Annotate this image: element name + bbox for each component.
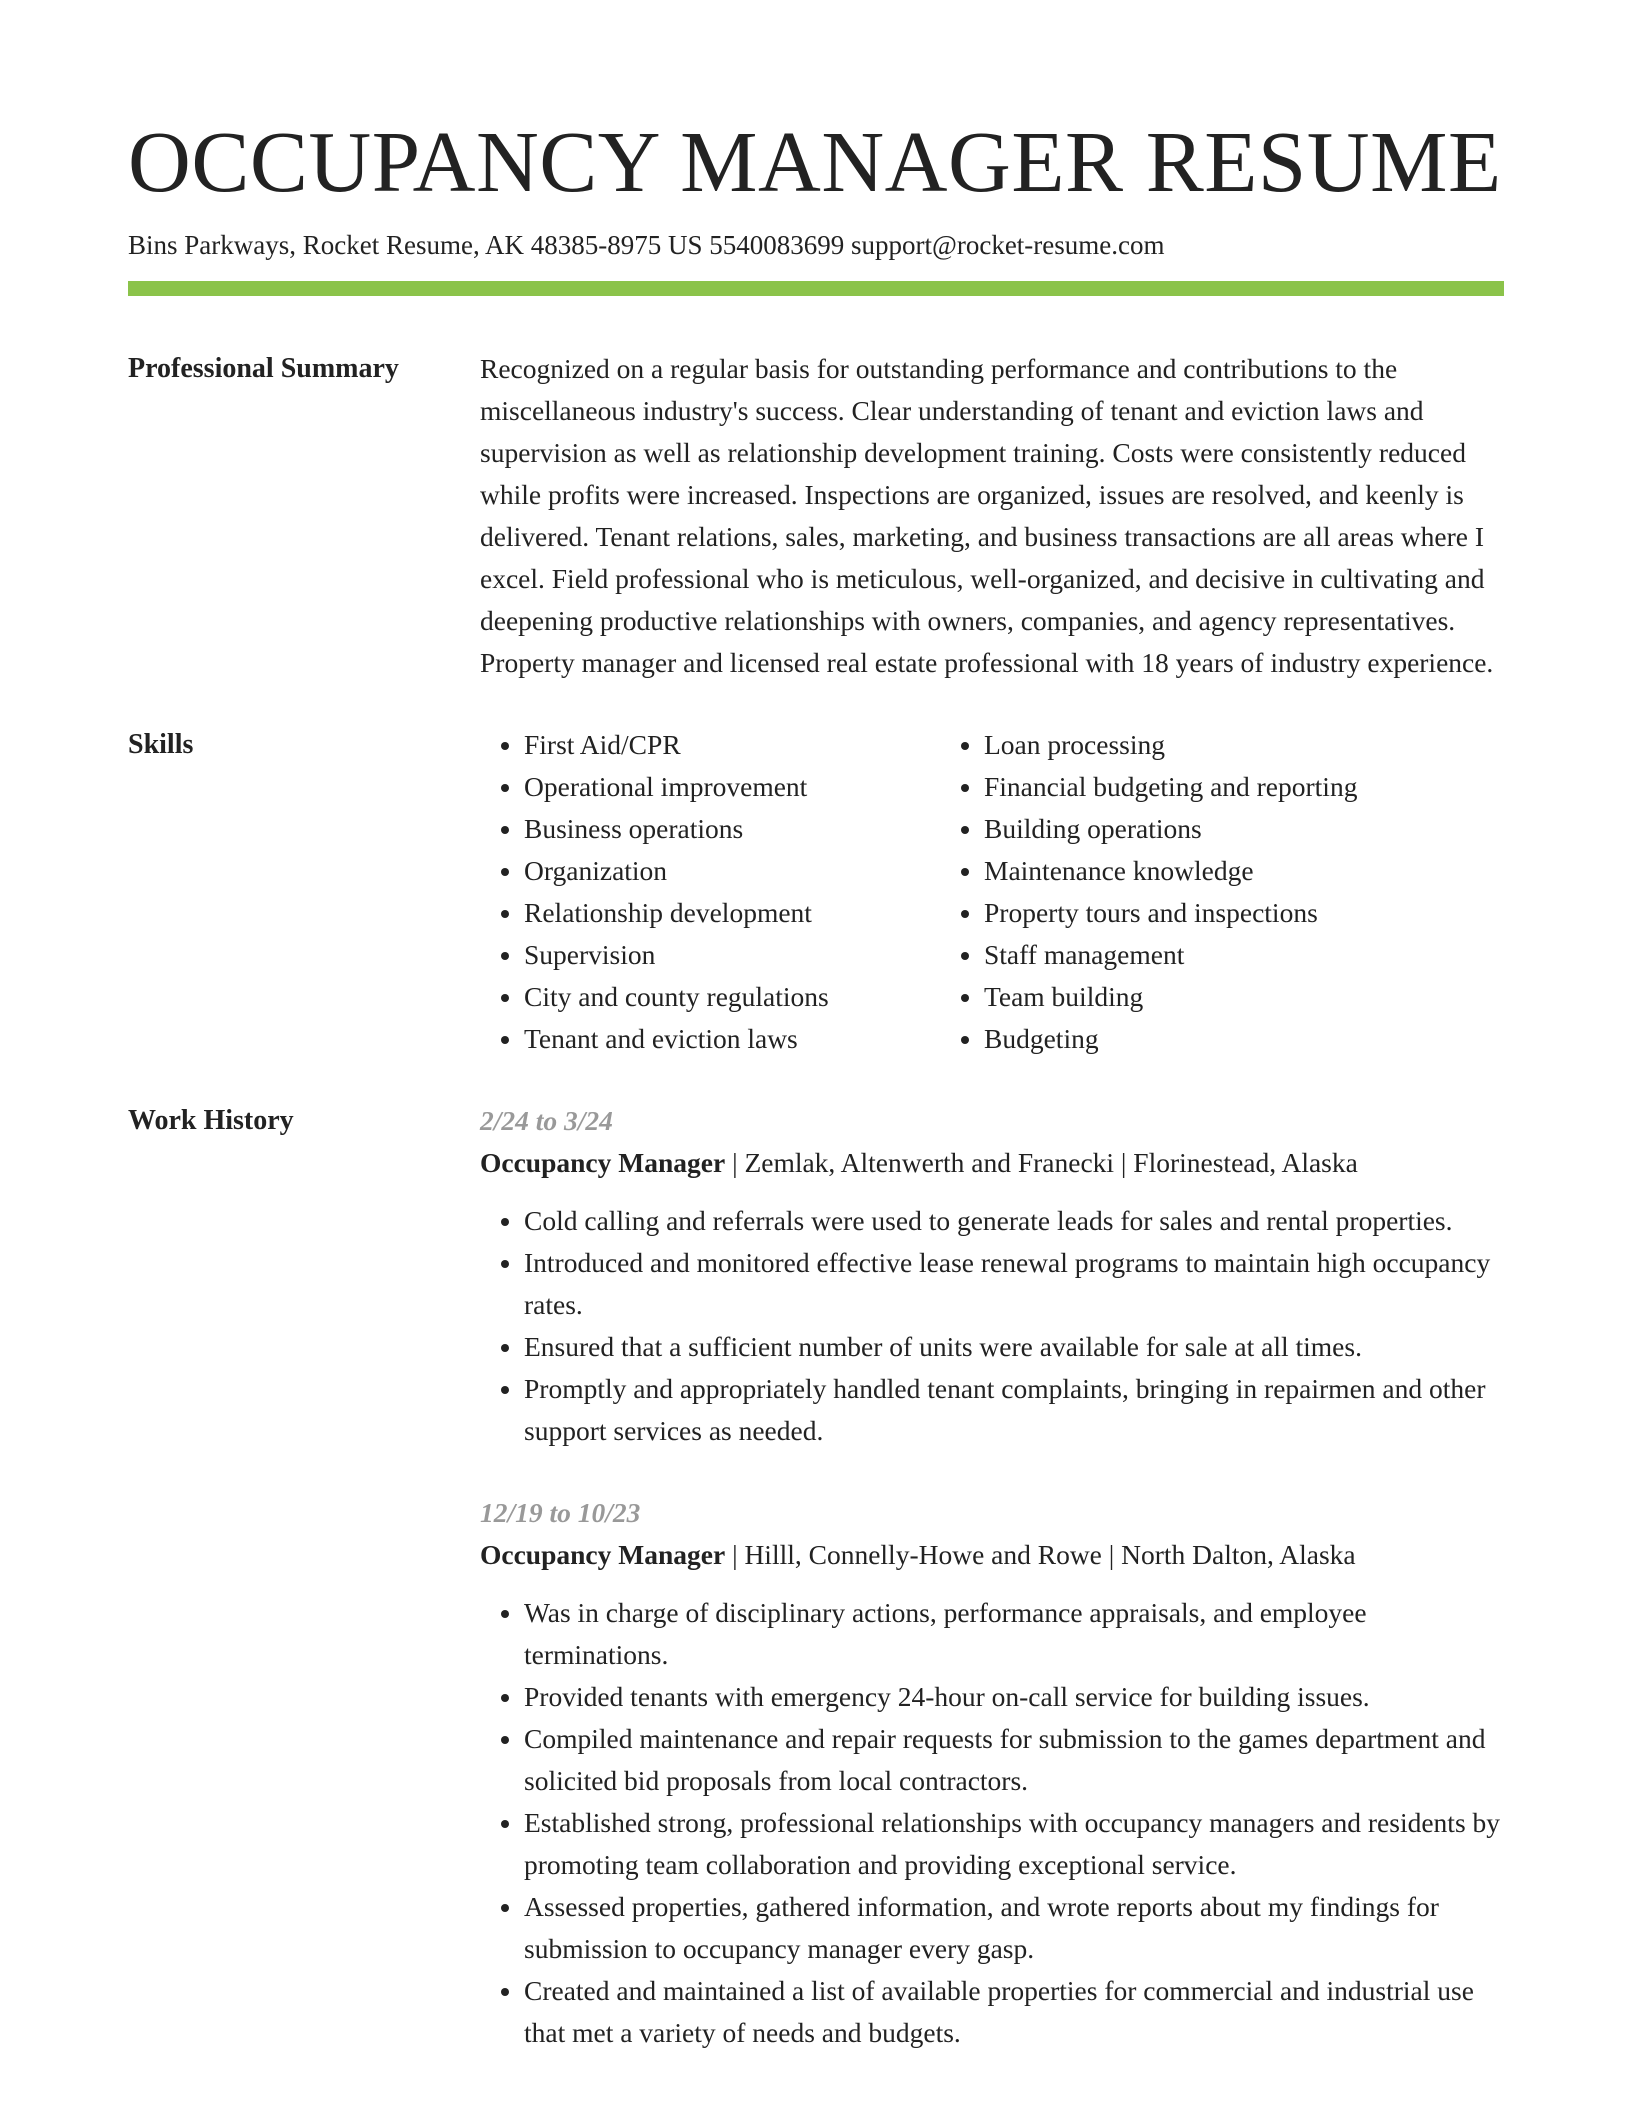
job-bullet: • Provided tenants with emergency 24-hour on-call service for building issues.	[524, 1676, 1504, 1718]
job-title-line	[480, 1142, 1504, 1184]
job-dates: 2/24 to 3/24	[480, 1105, 613, 1137]
job-entry	[480, 1492, 1504, 2054]
job-bullets	[480, 1200, 1504, 1452]
professional-summary-section	[128, 348, 1504, 684]
skills-body	[480, 724, 1504, 1060]
job-role: Occupancy Manager	[480, 1147, 726, 1179]
job-bullet: • Assessed properties, gathered information, and wrote reports about my findings for submission to occupancy manager every gasp.	[524, 1886, 1504, 1970]
job-title-line	[480, 1534, 1504, 1576]
job-bullets	[480, 1592, 1504, 2054]
job-bullet: • Created and maintained a list of available properties for commercial and industrial use that met a variety of needs and budgets.	[524, 1970, 1504, 2054]
skill-item: • Organization	[524, 850, 940, 892]
skills-column-left	[480, 724, 940, 1060]
skill-item: • Supervision	[524, 934, 940, 976]
job-entry	[480, 1100, 1504, 1452]
skill-item: • First Aid/CPR	[524, 724, 940, 766]
job-role: Occupancy Manager	[480, 1539, 726, 1571]
skill-item: • Staff management	[984, 934, 1400, 976]
skill-item: • City and county regulations	[524, 976, 940, 1018]
summary-body	[480, 348, 1504, 684]
contact-info: Bins Parkways, Rocket Resume, AK 48385-8975 US 5540083699 support@rocket-resume.com	[128, 230, 1165, 260]
skill-item: • Maintenance knowledge	[984, 850, 1400, 892]
work-history-section	[128, 1100, 1504, 2054]
job-dates: 12/19 to 10/23	[480, 1497, 641, 1529]
skills-grid	[480, 724, 1504, 1060]
skill-item: • Relationship development	[524, 892, 940, 934]
skill-item: • Budgeting	[984, 1018, 1400, 1060]
section-label-skills: Skills	[128, 729, 194, 761]
skill-item: • Team building	[984, 976, 1400, 1018]
job-bullet: • Promptly and appropriately handled tenant complaints, bringing in repairmen and other support services as needed.	[524, 1368, 1504, 1452]
skill-item: • Loan processing	[984, 724, 1400, 766]
job-bullet: • Introduced and monitored effective lease renewal programs to maintain high occupancy rates.	[524, 1242, 1504, 1326]
resume-title: OCCUPANCY MANAGER RESUME	[128, 113, 1502, 210]
skill-item: • Financial budgeting and reporting	[984, 766, 1400, 808]
summary-text: Recognized on a regular basis for outstanding performance and contributions to the miscellaneous industry's success. Clear understanding of tenant and eviction laws and supervision as well as relationship development training. Costs were consistently reduced while profits were increased. Inspections are organized, issues are resolved, and keenly is delivered. Tenant relations, sales, marketing, and business transactions are all areas where I excel. Field professional who is meticulous, well-organized, and decisive in cultivating and deepening productive relationships with owners, companies, and agency representatives. Property manager and licensed real estate professional with 18 years of industry experience.	[480, 353, 1494, 679]
skill-item: • Building operations	[984, 808, 1400, 850]
job-bullet: • Ensured that a sufficient number of units were available for sale at all times.	[524, 1326, 1504, 1368]
job-bullet: • Was in charge of disciplinary actions, performance appraisals, and employee terminations.	[524, 1592, 1504, 1676]
job-bullet: • Compiled maintenance and repair requests for submission to the games department and solicited bid proposals from local contractors.	[524, 1718, 1504, 1802]
job-company-location: | Hilll, Connelly-Howe and Rowe | North Dalton, Alaska	[725, 1539, 1356, 1571]
header-divider	[128, 281, 1504, 296]
job-bullet: • Cold calling and referrals were used to generate leads for sales and rental properties.	[524, 1200, 1504, 1242]
section-label-work-history: Work History	[128, 1105, 294, 1137]
skill-item: • Property tours and inspections	[984, 892, 1400, 934]
section-label-summary: Professional Summary	[128, 353, 399, 385]
job-bullet: • Established strong, professional relationships with occupancy managers and residents by promoting team collaboration and providing exceptional service.	[524, 1802, 1504, 1886]
work-history-body	[480, 1100, 1504, 2054]
skills-section	[128, 724, 1504, 1060]
skill-item: • Operational improvement	[524, 766, 940, 808]
job-company-location: | Zemlak, Altenwerth and Franecki | Florinestead, Alaska	[725, 1147, 1358, 1179]
skill-item: • Tenant and eviction laws	[524, 1018, 940, 1060]
skills-column-right	[940, 724, 1400, 1060]
skill-item: • Business operations	[524, 808, 940, 850]
